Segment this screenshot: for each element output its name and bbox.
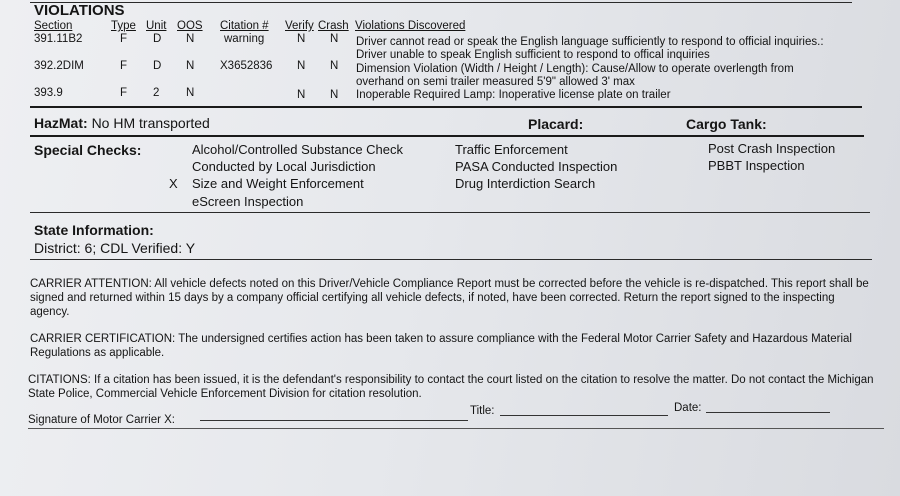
citations-text: CITATIONS: If a citation has been issued, it is the defendant's responsibility to contact the court listed on the citation to resolve the matter. Do not contact the Michigan State Police, Commercial Vehicle Enforcement Division for citation resolution. — [28, 374, 874, 400]
col-header-citation: Citation # — [220, 20, 269, 32]
row2-description-line2: overhand on semi trailer measured 5'9" allowed 3' max — [356, 76, 635, 88]
row1-type: F — [120, 33, 128, 45]
col-header-oos: OOS — [177, 20, 203, 32]
cargo-tank-label: Cargo Tank: — [686, 116, 767, 132]
carrier-certification-text: CARRIER CERTIFICATION: The undersigned certifies action has been taken to assure compliance with the Federal Motor Carrier Safety and Hazardous Material Regulations as applicable. — [30, 333, 852, 359]
row3-oos: N — [186, 87, 195, 99]
row1-oos: N — [186, 33, 195, 45]
col-header-section: Section — [34, 20, 73, 32]
signature-label: Signature of Motor Carrier X: — [28, 414, 176, 426]
violations-title: VIOLATIONS — [34, 2, 125, 19]
row1-citation: warning — [224, 33, 265, 45]
row3-description-line1: Inoperable Required Lamp: Inoperative license plate on trailer — [356, 89, 671, 101]
check-size-weight: Size and Weight Enforcement — [192, 176, 364, 191]
row1-description-line2: Driver unable to speak English sufficient to respond to offical inquiries — [356, 49, 710, 61]
row1-crash: N — [330, 33, 339, 45]
check-local-jurisdiction: Conducted by Local Jurisdiction — [192, 159, 376, 174]
check-alcohol-substance: Alcohol/Controlled Substance Check — [192, 142, 404, 157]
state-info-value: District: 6; CDL Verified: Y — [34, 240, 196, 256]
hazmat-value: No HM transported — [91, 115, 210, 131]
row1-section: 391.11B2 — [34, 33, 83, 45]
state-info-label: State Information: — [34, 222, 154, 238]
special-checks-label: Special Checks: — [34, 142, 142, 158]
date-label: Date: — [674, 402, 702, 414]
col-header-verify: Verify — [285, 20, 314, 32]
check-pbbt: PBBT Inspection — [708, 158, 805, 173]
hazmat-label: HazMat: — [34, 115, 88, 131]
row2-oos: N — [186, 60, 195, 72]
top-rule — [30, 2, 852, 3]
row1-description-line1: Driver cannot read or speak the English language sufficiently to respond to official inquiries.: — [356, 36, 824, 48]
check-post-crash: Post Crash Inspection — [708, 141, 836, 156]
row2-type: F — [120, 60, 128, 72]
col-header-crash: Crash — [318, 20, 349, 32]
row3-crash: N — [330, 89, 339, 101]
date-line[interactable] — [706, 412, 830, 413]
row1-verify: N — [297, 33, 306, 45]
row2-citation: X3652836 — [220, 60, 273, 72]
title-label: Title: — [470, 405, 495, 417]
check-traffic-enforcement: Traffic Enforcement — [455, 142, 568, 157]
col-header-violations: Violations Discovered — [355, 20, 466, 32]
row3-verify: N — [297, 89, 306, 101]
special-checks-bottom-rule — [30, 212, 870, 213]
row3-unit: 2 — [153, 87, 160, 99]
state-info-bottom-rule — [30, 259, 872, 260]
violations-bottom-rule — [30, 106, 862, 108]
check-pasa: PASA Conducted Inspection — [455, 159, 618, 174]
check-mark-size-weight: X — [169, 176, 178, 191]
title-line[interactable] — [500, 415, 668, 416]
row3-type: F — [120, 87, 128, 99]
placard-label: Placard: — [528, 116, 584, 132]
carrier-attention-text: CARRIER ATTENTION: All vehicle defects noted on this Driver/Vehicle Compliance Report must be corrected before the vehicle is re-dispatched. This report shall be signed and returned within 15 days by a company official certifying all vehicle defects, if noted, have been corrected. Return the report signed to the inspecting agency. — [30, 278, 869, 318]
check-escreen: eScreen Inspection — [192, 194, 304, 209]
col-header-type: Type — [111, 20, 136, 32]
signature-bottom-rule — [28, 428, 884, 429]
hazmat-row — [34, 115, 210, 131]
row2-unit: D — [153, 60, 162, 72]
row2-section: 392.2DIM — [34, 60, 84, 72]
col-header-unit: Unit — [146, 20, 167, 32]
hazmat-bottom-rule — [30, 135, 864, 137]
row2-description-line1: Dimension Violation (Width / Height / Length): Cause/Allow to operate overlength from — [356, 63, 794, 75]
row2-crash: N — [330, 60, 339, 72]
row2-verify: N — [297, 60, 306, 72]
row1-unit: D — [153, 33, 162, 45]
check-drug-interdiction: Drug Interdiction Search — [455, 176, 596, 191]
row3-section: 393.9 — [34, 87, 63, 99]
signature-line[interactable] — [200, 420, 468, 421]
